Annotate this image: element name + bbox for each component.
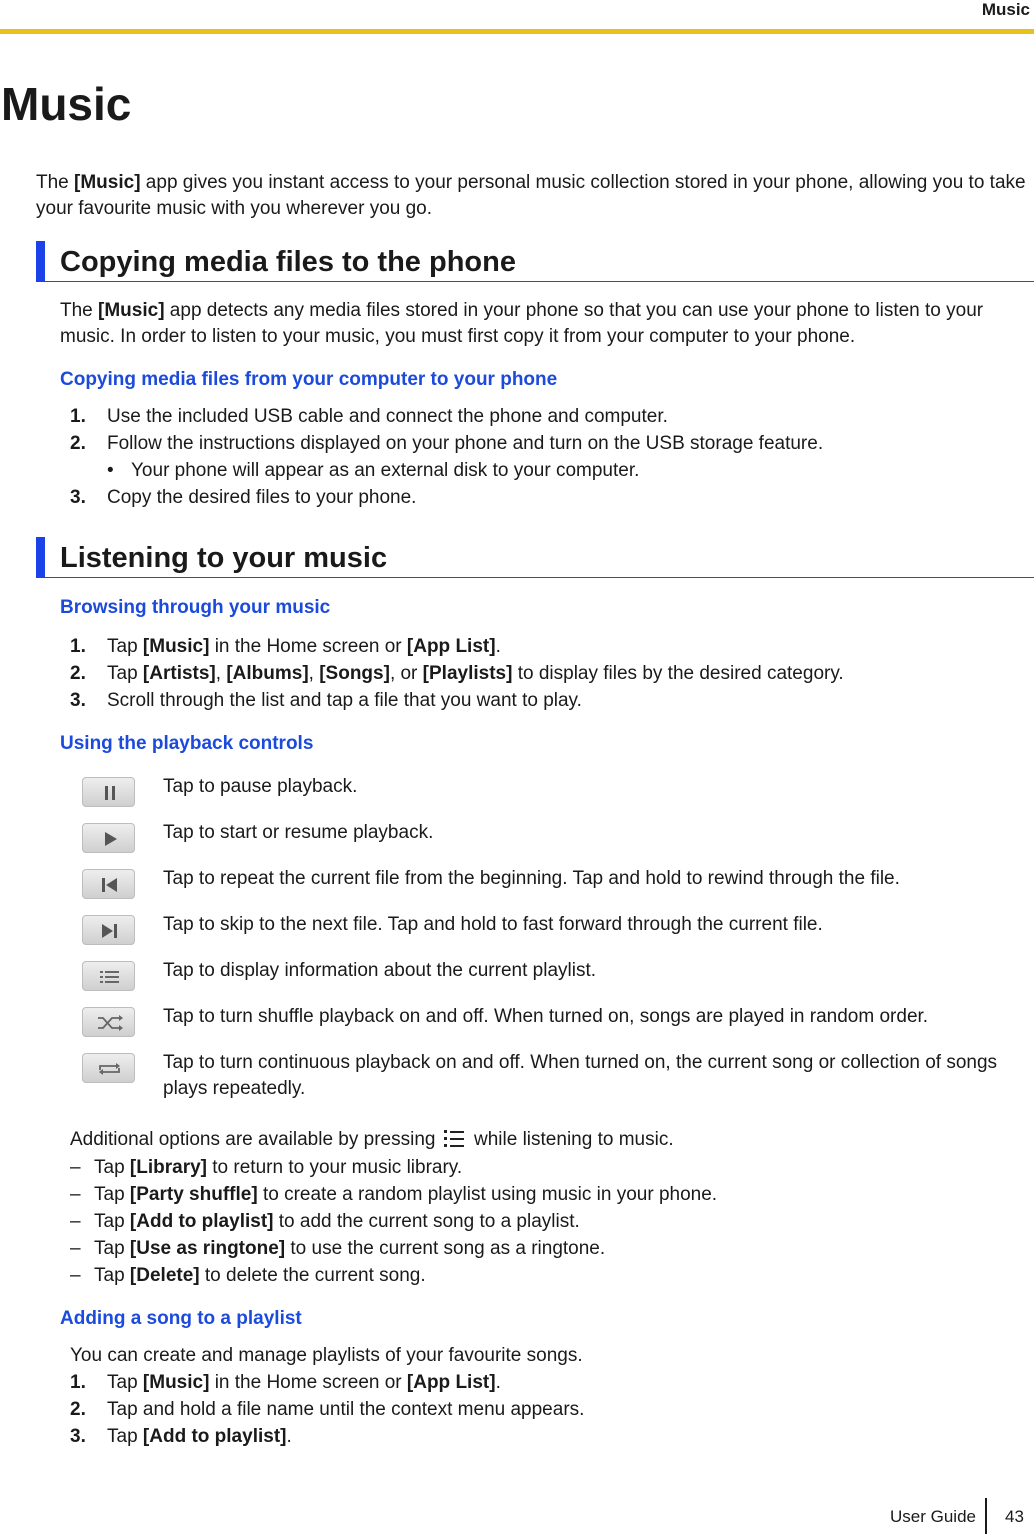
section-heading-copying: Copying media files to the phone (36, 241, 1034, 282)
heading-bar (36, 537, 45, 578)
control-description: Tap to start or resume playback. (163, 822, 434, 843)
control-description: Tap to display information about the current playlist. (163, 960, 597, 981)
footer-label: User Guide (890, 1507, 976, 1526)
control-description: Tap to turn shuffle playback on and off. When turned on, songs are played in random order. (163, 1006, 929, 1027)
options-intro: Additional options are available by pressing while listening to music. (70, 1127, 1034, 1156)
copying-paragraph: The [Music] app detects any media files stored in your phone so that you can use your phone to listen to your music. In order to listen to your music, you must first copy it from your computer to your phone. (60, 300, 984, 347)
page-title: Music (1, 78, 132, 130)
section-heading-listening: Listening to your music (36, 537, 1034, 578)
footer-divider (985, 1498, 987, 1534)
page-number: 43 (1005, 1507, 1024, 1526)
shuffle-icon (82, 1007, 135, 1037)
header-rule (0, 29, 1034, 34)
heading-bar (36, 241, 45, 282)
running-header: Music (981, 0, 1030, 19)
subheading-adding-song: Adding a song to a playlist (60, 1308, 302, 1329)
control-description: Tap to turn continuous playback on and off. When turned on, the current song or collection of songs plays repeatedly. (163, 1052, 998, 1099)
pause-icon (82, 777, 135, 807)
subheading-copy-from-computer: Copying media files from your computer to your phone (60, 369, 558, 390)
play-icon (82, 823, 135, 853)
subheading-playback-controls: Using the playback controls (60, 733, 314, 754)
previous-icon (82, 869, 135, 899)
intro-paragraph: The [Music] app gives you instant access to your personal music collection stored in your phone, allowing you to take your favourite music with you wherever you go. (36, 172, 1026, 219)
control-description: Tap to skip to the next file. Tap and hold to fast forward through the current file. (163, 914, 823, 935)
next-icon (82, 915, 135, 945)
control-description: Tap to pause playback. (163, 776, 358, 797)
subheading-browsing: Browsing through your music (60, 597, 331, 618)
menu-icon (443, 1128, 465, 1156)
control-description: Tap to repeat the current file from the beginning. Tap and hold to rewind through the file. (163, 868, 900, 889)
repeat-icon (82, 1053, 135, 1083)
playlist-icon (82, 961, 135, 991)
adding-paragraph: You can create and manage playlists of your favourite songs. (70, 1345, 583, 1366)
